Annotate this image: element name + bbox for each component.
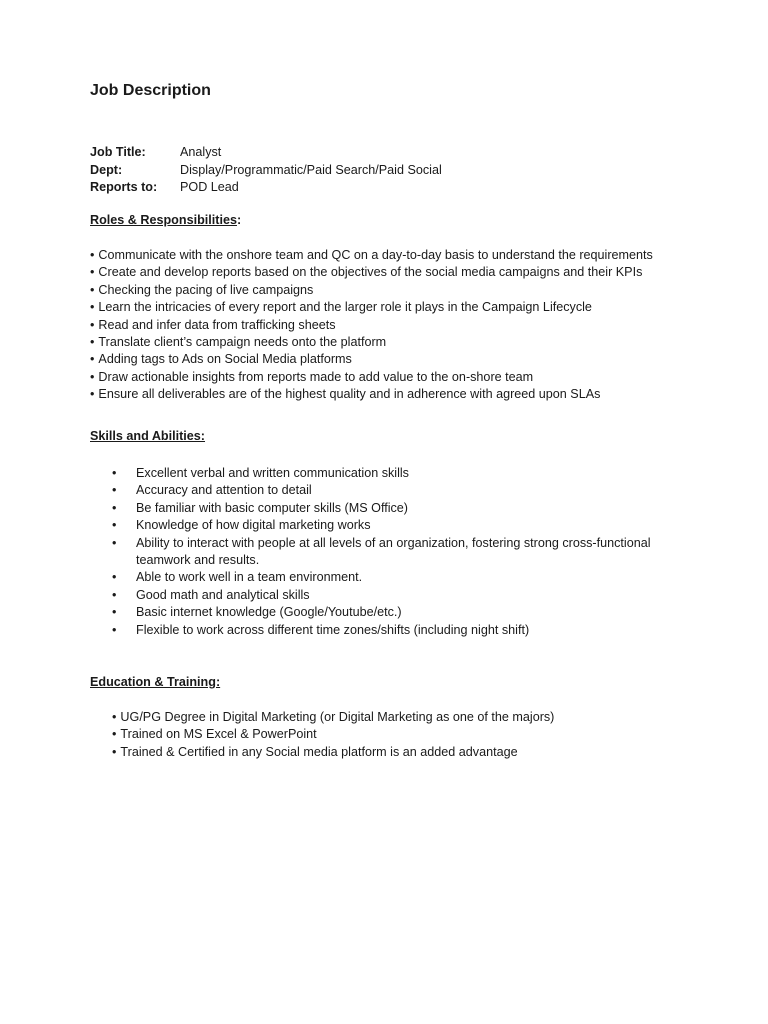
list-item: • Able to work well in a team environment. (90, 569, 690, 586)
meta-row-job-title (90, 144, 442, 162)
list-item: • Communicate with the onshore team and QC on a day-to-day basis to understand the requirements (90, 247, 653, 264)
document-title: Job Description (90, 82, 211, 99)
list-item: • Good math and analytical skills (90, 587, 690, 604)
list-item: • Ensure all deliverables are of the highest quality and in adherence with agreed upon SLAs (90, 386, 653, 403)
roles-list (90, 247, 653, 404)
list-item: • Draw actionable insights from reports made to add value to the on-shore team (90, 369, 653, 386)
list-item: • Be familiar with basic computer skills (MS Office) (90, 500, 690, 517)
roles-heading-text: Roles & Responsibilities (90, 213, 237, 227)
list-item: • Basic internet knowledge (Google/Youtube/etc.) (90, 604, 690, 621)
roles-heading-colon: : (236, 213, 242, 227)
list-item: • Translate client’s campaign needs onto the platform (90, 334, 653, 351)
list-item: • Accuracy and attention to detail (90, 482, 690, 499)
meta-value: Analyst (180, 145, 222, 159)
list-item: • Flexible to work across different time zones/shifts (including night shift) (90, 622, 690, 639)
list-item: • Checking the pacing of live campaigns (90, 282, 653, 299)
list-item: • Adding tags to Ads on Social Media platforms (90, 351, 653, 368)
education-list (112, 709, 554, 761)
list-item: • Read and infer data from trafficking sheets (90, 317, 653, 334)
list-item: • Trained on MS Excel & PowerPoint (112, 726, 554, 743)
meta-row-dept (90, 162, 442, 180)
education-heading: Education & Training: (90, 675, 221, 689)
list-item: • UG/PG Degree in Digital Marketing (or Digital Marketing as one of the majors) (112, 709, 554, 726)
list-item: • Ability to interact with people at all levels of an organization, fostering strong cross-functional teamwork and results. (90, 535, 690, 570)
job-meta (90, 144, 442, 197)
meta-row-reports-to (90, 179, 442, 197)
meta-value: Display/Programmatic/Paid Search/Paid Social (180, 162, 442, 177)
list-item: • Learn the intricacies of every report and the larger role it plays in the Campaign Lifecycle (90, 299, 653, 316)
meta-label: Dept: (90, 162, 123, 177)
skills-heading: Skills and Abilities: (90, 429, 206, 443)
roles-heading (90, 212, 241, 230)
list-item: • Excellent verbal and written communication skills (90, 465, 690, 482)
meta-label: Job Title: (90, 145, 146, 159)
skills-list (90, 465, 690, 639)
meta-value: POD Lead (180, 180, 239, 194)
list-item: • Knowledge of how digital marketing works (90, 517, 690, 534)
list-item: • Create and develop reports based on the objectives of the social media campaigns and their KPIs (90, 264, 653, 281)
meta-label: Reports to: (90, 180, 158, 194)
list-item: • Trained & Certified in any Social media platform is an added advantage (112, 744, 554, 761)
